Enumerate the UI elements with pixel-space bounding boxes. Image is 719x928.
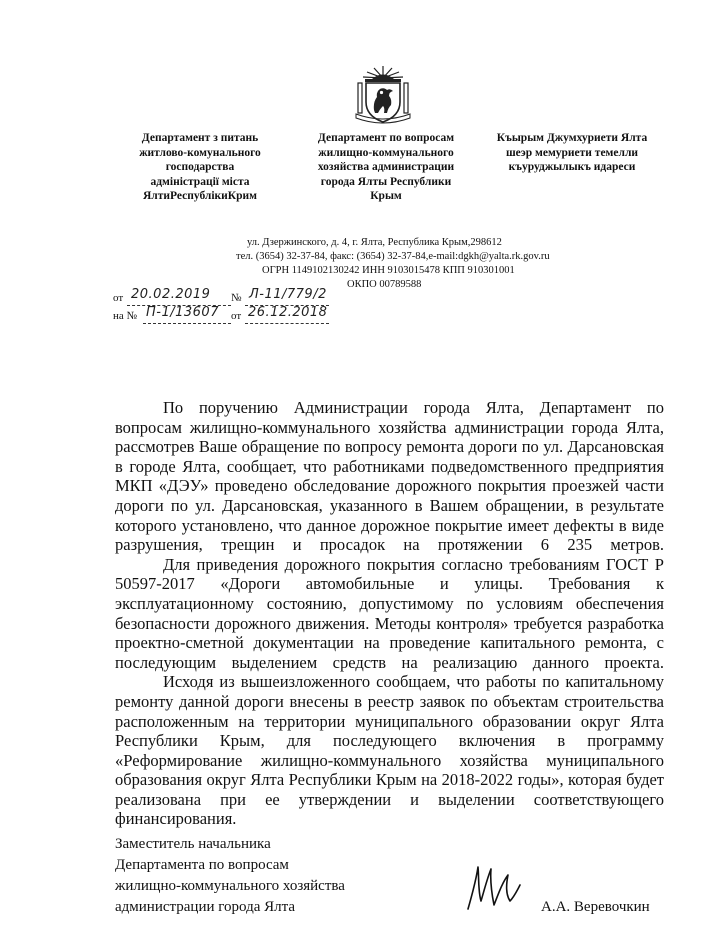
ref-to-date-line bbox=[245, 323, 329, 324]
contact-okpo: ОКПО 00789588 bbox=[347, 279, 422, 290]
header-line: ЯлтиРеспублікиКрим bbox=[142, 190, 258, 202]
ref-from-date: 20.02.2019 bbox=[131, 287, 211, 302]
ref-to-date: 26.12.2018 bbox=[248, 305, 328, 320]
letter-body bbox=[115, 398, 664, 829]
ref-number: Л-11/779/2 bbox=[249, 287, 327, 302]
header-line: Крым bbox=[370, 190, 402, 202]
contact-address: ул. Дзержинского, д. 4, г. Ялта, Республика Крым,298612 bbox=[247, 237, 502, 248]
crimea-coat-of-arms-icon bbox=[354, 64, 412, 126]
header-line: города Ялты Республики bbox=[320, 175, 452, 188]
header-line: адміністрації міста bbox=[150, 175, 250, 188]
ref-from-label: от bbox=[113, 292, 124, 304]
body-paragraph: По поручению Администрации города Ялта, Департамент по вопросам жилищно-коммунального хозяйства администрации города Ялта, рассмотрев Ваше обращение по вопросу ремонта дороги по ул. Дарсановская в городе Ялта, сообщает, что работниками подведомственного предприятия МКП «ДЭУ» проведено обследование дорожного покрытия проезжей части дороги по ул. Дарсановская, указанного в Вашем обращении, в результате которого установлено, что данное дорожное покрытие имеет дефекты в виде разрушения, трещин и просадок на протяжении 6 235 метров. bbox=[115, 398, 664, 555]
header-line: къуруджылыкъ идареси bbox=[508, 161, 636, 173]
body-paragraph: Исходя из вышеизложенного сообщаем, что работы по капитальному ремонту данной дороги внесены в реестр заявок по объектам строительства расположенным на территории муниципального образовании округ Ялта Республики Крым, для последующего включения в программу «Реформирование жилищно-коммунального хозяйства муниципального образования округ Ялта Республики Крым на 2018-2022 годы», которая будет реализована при ее утверждении и выделении соответствующего финансирования. bbox=[115, 672, 664, 829]
header-ukrainian bbox=[110, 131, 290, 204]
signatory-title bbox=[115, 834, 345, 918]
signatory-title-line: администрации города Ялта bbox=[115, 899, 296, 915]
signatory-name: А.А. Веревочкин bbox=[541, 899, 650, 915]
contact-registry: ОГРН 1149102130242 ИНН 9103015478 КПП 910301001 bbox=[262, 265, 515, 276]
handwritten-signature-icon bbox=[462, 855, 524, 915]
ref-to-number: П-1/13607 bbox=[146, 305, 219, 320]
signatory-title-line: Заместитель начальника bbox=[115, 836, 271, 852]
header-line: жилищно-коммунального bbox=[318, 146, 454, 159]
header-line: житлово-комунального bbox=[139, 146, 261, 159]
header-line: хозяйства администрации bbox=[317, 161, 455, 173]
ref-to-date-label: от bbox=[231, 310, 242, 322]
header-line: господарства bbox=[165, 161, 235, 173]
header-russian bbox=[296, 131, 476, 204]
header-line: Департамент з питань bbox=[141, 132, 259, 144]
ref-to-number-line bbox=[143, 323, 231, 324]
ref-number-label: № bbox=[231, 292, 242, 304]
signatory-title-line: жилищно-коммунального хозяйства bbox=[115, 878, 345, 894]
header-line: шеэр мемуриети темелли bbox=[505, 146, 639, 159]
header-crimean-tatar bbox=[482, 131, 662, 175]
body-paragraph: Для приведения дорожного покрытия согласно требованиям ГОСТ Р 50597-2017 «Дороги автомобильные и улицы. Требования к эксплуатационному состоянию, допустимому по условиям обеспечения безопасности дорожного движения. Методы контроля» требуется разработка проектно-сметной документации на проведение капитального ремонта, с последующим выделением средств на реализацию данного проекта. bbox=[115, 554, 664, 672]
signatory-title-line: Департамента по вопросам bbox=[115, 857, 289, 873]
contact-phone: тел. (3654) 32-37-84, факс: (3654) 32-37-84,e-mail:dgkh@yalta.rk.gov.ru bbox=[236, 251, 550, 262]
header-line: Департамент по вопросам bbox=[317, 132, 455, 144]
header-line: Къырым Джумхуриети Ялта bbox=[496, 132, 648, 144]
ref-to-label: на № bbox=[113, 310, 138, 322]
